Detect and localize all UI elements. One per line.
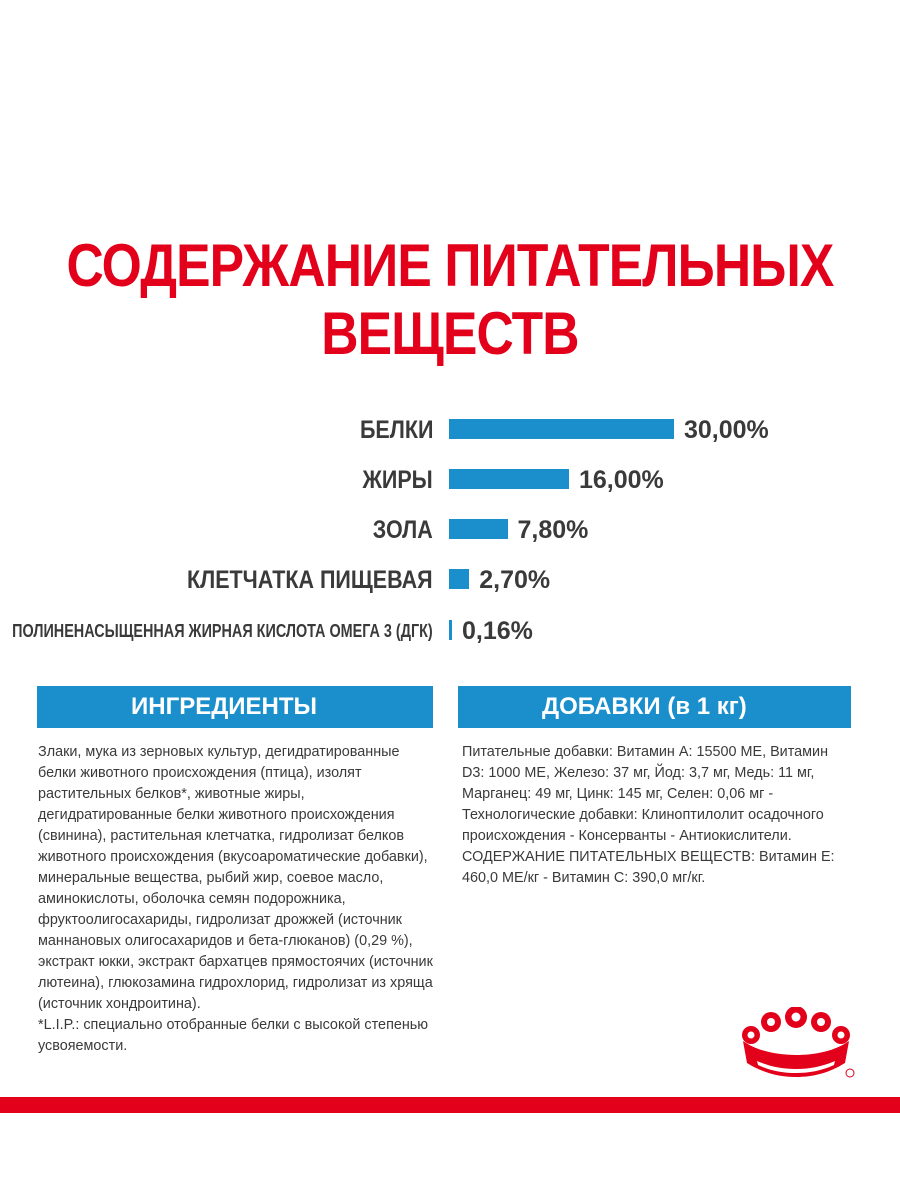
nutrient-label: КЛЕТЧАТКА ПИЩЕВАЯ bbox=[187, 566, 433, 594]
ingredients-header-label: ИНГРЕДИЕНТЫ bbox=[131, 693, 318, 720]
ingredients-header bbox=[37, 686, 442, 728]
nutrient-value: 30,00% bbox=[684, 416, 769, 444]
additives-text-block bbox=[462, 742, 854, 889]
nutrient-bar bbox=[449, 419, 674, 439]
nutrient-label: ПОЛИНЕНАСЫЩЕННАЯ ЖИРНАЯ КИСЛОТА ОМЕГА 3 (ДГК) bbox=[12, 621, 433, 641]
nutrient-row-fiber bbox=[0, 560, 900, 600]
nutrient-bar bbox=[449, 620, 452, 640]
nutrient-label: БЕЛКИ bbox=[359, 416, 433, 444]
page-title-line2: ВЕЩЕСТВ bbox=[321, 300, 579, 367]
nutrient-value: 7,80% bbox=[517, 516, 589, 544]
bottom-stripe bbox=[0, 1097, 900, 1113]
additives-text: Питательные добавки: Витамин A: 15500 МЕ, Витамин D3: 1000 МЕ, Железо: 37 мг, Йод: 3,7 мг, Медь: 11 мг, Марганец: 49 мг, Цинк: 145 мг, Селен: 0,06 мг - Технологические добавки: Клиноптилолит осадочного происхождения - Консерванты - Антиокислители. СОДЕРЖАНИЕ ПИТАТЕЛЬНЫХ ВЕЩЕСТВ: Витамин E: 460,0 МЕ/кг - Витамин C: 390,0 мг/кг. bbox=[462, 744, 835, 886]
nutrient-label: ЗОЛА bbox=[373, 516, 433, 544]
nutrient-row-protein bbox=[0, 410, 900, 450]
additives-header bbox=[458, 686, 860, 728]
nutrient-label: ЖИРЫ bbox=[362, 466, 433, 494]
crown-logo-icon bbox=[737, 1007, 855, 1086]
additives-header-label: ДОБАВКИ (в 1 кг) bbox=[542, 693, 747, 720]
ingredients-text: Злаки, мука из зерновых культур, дегидратированные белки животного происхождения (птица), изолят растительных белков*, животные жиры, дегидратированные белки животного происхождения (свинина), растительная клетчатка, гидролизат белков животного происхождения (вкусоароматические добавки), минеральные вещества, рыбий жир, соевое масло, аминокислоты, оболочка семян подорожника, фруктоолигосахариды, гидролизат дрожжей (источник маннановых олигосахаридов и бета-глюканов) (0,29 %), экстракт юкки, экстракт бархатцев прямостоячих (источник лютеина), глюкозамина гидрохлорид, гидролизат из хряща (источник хондроитина). bbox=[38, 744, 433, 1012]
page-title-line1: СОДЕРЖАНИЕ ПИТАТЕЛЬНЫХ bbox=[66, 232, 834, 299]
nutrient-bar bbox=[449, 519, 508, 539]
nutrient-bar bbox=[449, 469, 569, 489]
header-edge bbox=[433, 686, 442, 728]
nutrient-bar bbox=[449, 569, 469, 589]
nutrient-value: 16,00% bbox=[579, 466, 664, 494]
nutrient-value: 2,70% bbox=[479, 566, 551, 594]
nutrient-value: 0,16% bbox=[462, 617, 533, 645]
header-edge bbox=[851, 686, 860, 728]
nutrient-row-omega3 bbox=[0, 611, 900, 651]
nutrient-row-ash bbox=[0, 510, 900, 550]
ingredients-footnote: *L.I.P.: специально отобранные белки с высокой степенью усвояемости. bbox=[38, 1017, 429, 1054]
nutrient-row-fat bbox=[0, 460, 900, 500]
ingredients-text-block bbox=[38, 742, 433, 1057]
page-title bbox=[63, 232, 837, 368]
